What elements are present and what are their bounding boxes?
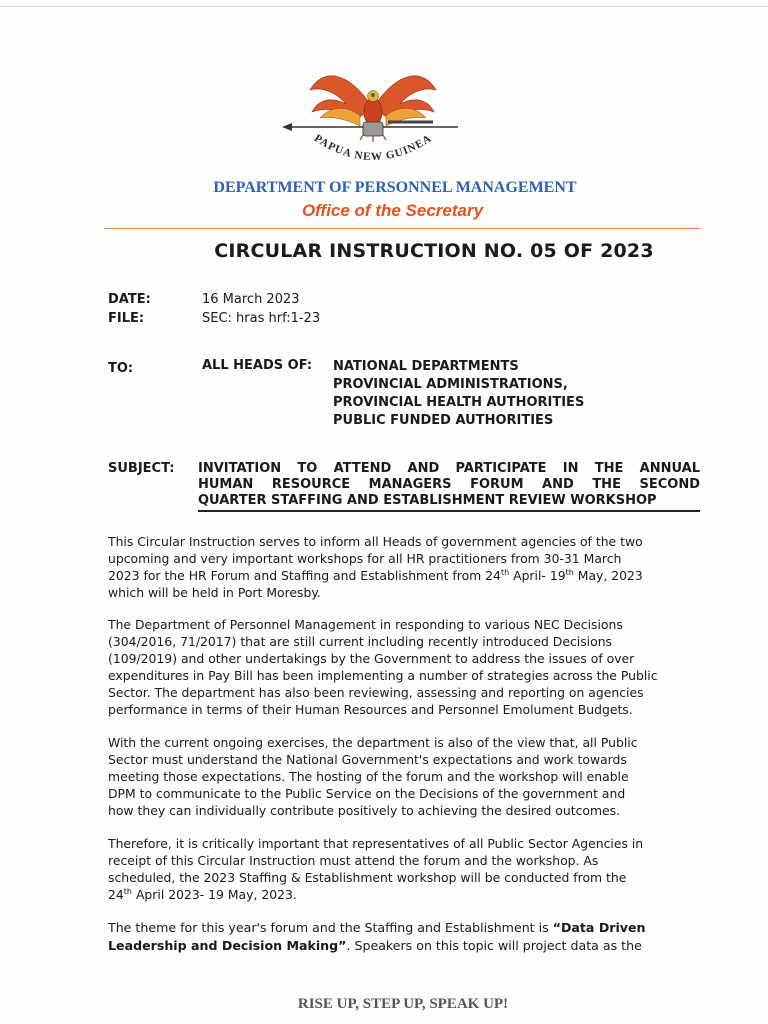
text-line: The Department of Personnel Management in responding to various NEC Decisions: [108, 617, 623, 632]
text-line: The theme for this year's forum and the Staffing and Establishment is “Data Driven: [108, 920, 646, 935]
paragraph-4: [108, 835, 700, 903]
subject-label: SUBJECT:: [108, 461, 175, 476]
recipient-item: PROVINCIAL HEALTH AUTHORITIES: [333, 395, 585, 410]
to-label: TO:: [108, 361, 134, 376]
subject-line: HUMAN RESOURCE MANAGERS FORUM AND THE SECOND: [198, 477, 700, 492]
date-value: 16 March 2023: [202, 292, 300, 307]
file-value: SEC: hras hrf:1-23: [202, 311, 321, 326]
text-line: 2023 for the HR Forum and Staffing and Establishment from 24th April- 19th May, 2023: [108, 567, 643, 583]
text-line: how they can individually contribute positively to achieving the desired outcomes.: [108, 803, 621, 818]
text-line: (304/2016, 71/2017) that are still current including recently introduced Decisions: [108, 634, 613, 649]
subject-line: INVITATION TO ATTEND AND PARTICIPATE IN THE ANNUAL: [198, 461, 700, 476]
heads-label: ALL HEADS OF:: [202, 358, 313, 373]
header-divider: [104, 228, 700, 229]
subject-text: [198, 461, 700, 509]
file-label: FILE:: [108, 311, 145, 326]
text-line: performance in terms of their Human Resources and Personnel Emolument Budgets.: [108, 702, 633, 717]
top-edge-line: [0, 6, 768, 7]
circular-title: CIRCULAR INSTRUCTION NO. 05 OF 2023: [214, 240, 654, 262]
text-line: receipt of this Circular Instruction must attend the forum and the workshop. As: [108, 853, 599, 868]
paragraph-2: [108, 616, 700, 718]
text-line: upcoming and very important workshops for all HR practitioners from 30-31 March: [108, 551, 622, 566]
text-line: 24th April 2023- 19 May, 2023.: [108, 886, 297, 902]
subject-underline: [198, 510, 700, 512]
paragraph-3: [108, 734, 700, 819]
text-line: Therefore, it is critically important that representatives of all Public Sector Agencies in: [108, 836, 644, 851]
text-line: scheduled, the 2023 Staffing & Establishment workshop will be conducted from the: [108, 870, 627, 885]
footer-motto: RISE UP, STEP UP, SPEAK UP!: [297, 996, 509, 1012]
recipient-item: PUBLIC FUNDED AUTHORITIES: [333, 413, 554, 428]
text-line: DPM to communicate to the Public Service on the Decisions of the government and: [108, 786, 626, 801]
subject-line: QUARTER STAFFING AND ESTABLISHMENT REVIEW WORKSHOP: [198, 493, 657, 508]
text-line: This Circular Instruction serves to inform all Heads of government agencies of the two: [108, 534, 643, 549]
text-line: Leadership and Decision Making”. Speakers on this topic will project data as the: [108, 938, 642, 953]
text-line: expenditures in Pay Bill has been implementing a number of strategies across the Public: [108, 668, 658, 683]
theme-title: “Data Driven: [552, 920, 646, 935]
text-line: (109/2019) and other undertakings by the Government to address the issues of over: [108, 651, 635, 666]
recipient-list: [333, 358, 584, 430]
theme-title: Leadership and Decision Making”: [108, 938, 347, 953]
date-label: DATE:: [108, 292, 151, 307]
paragraph-5: [108, 919, 700, 955]
png-emblem-icon: [268, 60, 478, 175]
recipient-item: PROVINCIAL ADMINISTRATIONS,: [333, 377, 568, 392]
department-name: DEPARTMENT OF PERSONNEL MANAGEMENT: [213, 179, 577, 196]
paragraph-1: [108, 533, 700, 601]
text-line: which will be held in Port Moresby.: [108, 585, 321, 600]
text-line: Sector. The department has also been reviewing, assessing and reporting on agencies: [108, 685, 644, 700]
text-line: With the current ongoing exercises, the department is also of the view that, all Public: [108, 735, 638, 750]
recipient-item: NATIONAL DEPARTMENTS: [333, 359, 519, 374]
office-name: Office of the Secretary: [301, 201, 484, 220]
text-line: meeting those expectations. The hosting of the forum and the workshop will enable: [108, 769, 629, 784]
emblem-motto-text: PAPUA NEW GUINEA: [311, 132, 435, 164]
text-line: Sector must understand the National Government's expectations and work towards: [108, 752, 627, 767]
